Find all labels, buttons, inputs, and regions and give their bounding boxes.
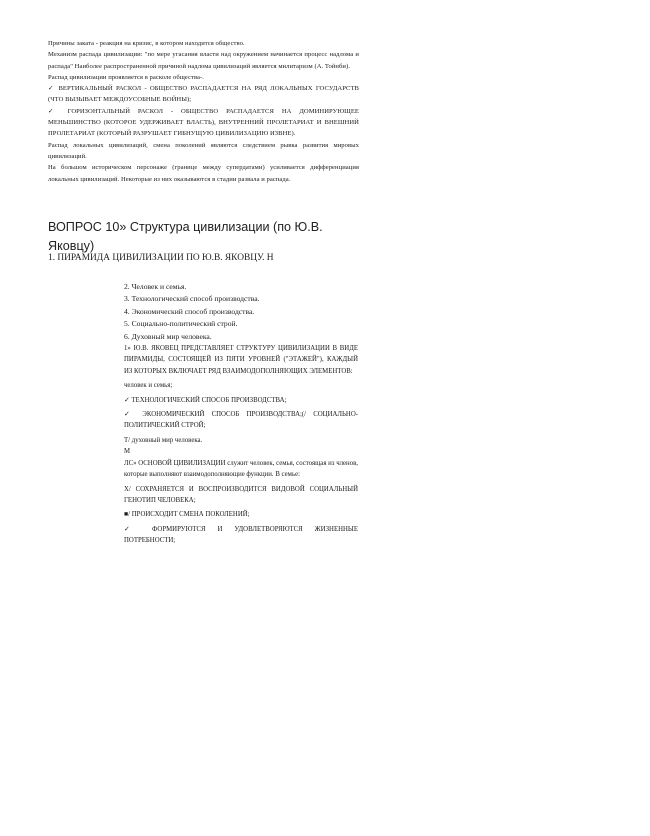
section-heading: ВОПРОС 10» Структура цивилизации (по Ю.В. Яковцу)	[48, 220, 323, 253]
list-item: 6. Духовный мир человека.	[124, 331, 212, 341]
paragraph-differentiation: На большом историческом персонаже (границе между супердатами) усиливается дифференциация локальных цивилизаций. Некоторые из них оказываются в стадии развала и распада.	[48, 164, 359, 183]
paragraph-family-basis: ЛС» ОСНОВОЙ ЦИВИЛИЗАЦИИ служит человек, семья, состоящая из членов, которые выполняют взаимодополняющие функции. В семье:	[124, 459, 358, 479]
paragraph-family-function: ■/ ПРОИСХОДИТ СМЕНА ПОКОЛЕНИЙ;	[124, 511, 250, 519]
paragraph-horizontal-split: ✓ ГОРИЗОНТАЛЬНЫЙ РАСКОЛ - ОБЩЕСТВО РАСПАДАЕТСЯ НА ДОМИНИРУЮЩЕЕ МЕНЬШИНСТВО (КОТОРОЕ УДЕРЖИВАЕТ ВЛАСТЬ), ВНУТРЕННИЙ ПРОЛЕТАРИАТ И ВНЕШНИЙ ПРОЛЕТАРИАТ (КОТОРЫЙ РАЗРУШАЕТ ГИБНУЩУЮ ЦИВИЛИЗАЦИЮ ИЗВНЕ).	[48, 107, 359, 138]
list-item: 2. Человек и семья.	[124, 282, 187, 291]
list-item: 4. Экономический способ производства.	[124, 306, 255, 316]
paragraph-mechanism: Механизм распада цивилизации: "по мере угасания власти над окружением начинается процесс надлома и распада" Наиболее распространенной причиной надлома цивилизаций является милитаризм (А. Тойнби).	[48, 51, 359, 70]
paragraph-pyramid-intro: 1» Ю.В. ЯКОВЕЦ ПРЕДСТАВЛЯЕТ СТРУКТУРУ ЦИВИЛИЗАЦИИ В ВИДЕ ПИРАМИДЫ, СОСТОЯЩЕЙ ИЗ ПЯТИ УРОВНЕЙ ("ЭТАЖЕЙ"), КАЖДЫЙ ИЗ КОТОРЫХ ВКЛЮЧАЕТ РЯД ВЗАИМОДОПОЛНЯЮЩИХ ЭЛЕМЕНТОВ:	[124, 345, 358, 375]
paragraph-split: Распад цивилизации проявляется в расколе общества-.	[48, 73, 204, 81]
paragraph-level: ✓ ЭКОНОМИЧЕСКИЙ СПОСОБ ПРОИЗВОДСТВА;(/ СОЦИАЛЬНО-ПОЛИТИЧЕСКИЙ СТРОЙ;	[124, 411, 358, 430]
intro-text-block	[48, 38, 359, 185]
paragraph-vertical-split: ✓ ВЕРТИКАЛЬНЫЙ РАСКОЛ - ОБЩЕСТВО РАСПАДАЕТСЯ НА РЯД ЛОКАЛЬНЫХ ГОСУДАРСТВ (ЧТО ВЫЗЫВАЕТ МЕЖДОУСОБНЫЕ ВОЙНЫ);	[48, 85, 359, 104]
paragraph-level: человек и семья;	[124, 382, 173, 390]
paragraph-decay: Распад локальных цивилизаций, смена поколений являются следствием рывка развития мировых цивилизаций.	[48, 141, 359, 160]
paragraph-marker: М	[124, 448, 131, 456]
paragraph-causes: Причины заката - реакция на кризис, в котором находится общество.	[48, 40, 245, 47]
list-item: 5. Социально-политический строй.	[124, 319, 238, 329]
paragraph-level: Т/ духовный мир человека.	[124, 436, 203, 444]
paragraph-level: ✓ ТЕХНОЛОГИЧЕСКИЙ СПОСОБ ПРОИЗВОДСТВА;	[124, 396, 287, 404]
section-subheading: 1. ПИРАМИДА ЦИВИЛИЗАЦИИ ПО Ю.В. ЯКОВЦУ. Н	[48, 253, 274, 263]
paragraph-family-function: ✓ ФОРМИРУЮТСЯ И УДОВЛЕТВОРЯЮТСЯ ЖИЗНЕННЫЕ ПОТРЕБНОСТИ;	[124, 525, 358, 545]
pyramid-text-block	[124, 281, 358, 547]
paragraph-family-function: Х/ СОХРАНЯЕТСЯ И ВОСПРОИЗВОДИТСЯ ВИДОВОЙ СОЦИАЛЬНЫЙ ГЕНОТИП ЧЕЛОВЕКА;	[124, 485, 358, 504]
list-item: 3. Технологический способ производства.	[124, 294, 260, 304]
